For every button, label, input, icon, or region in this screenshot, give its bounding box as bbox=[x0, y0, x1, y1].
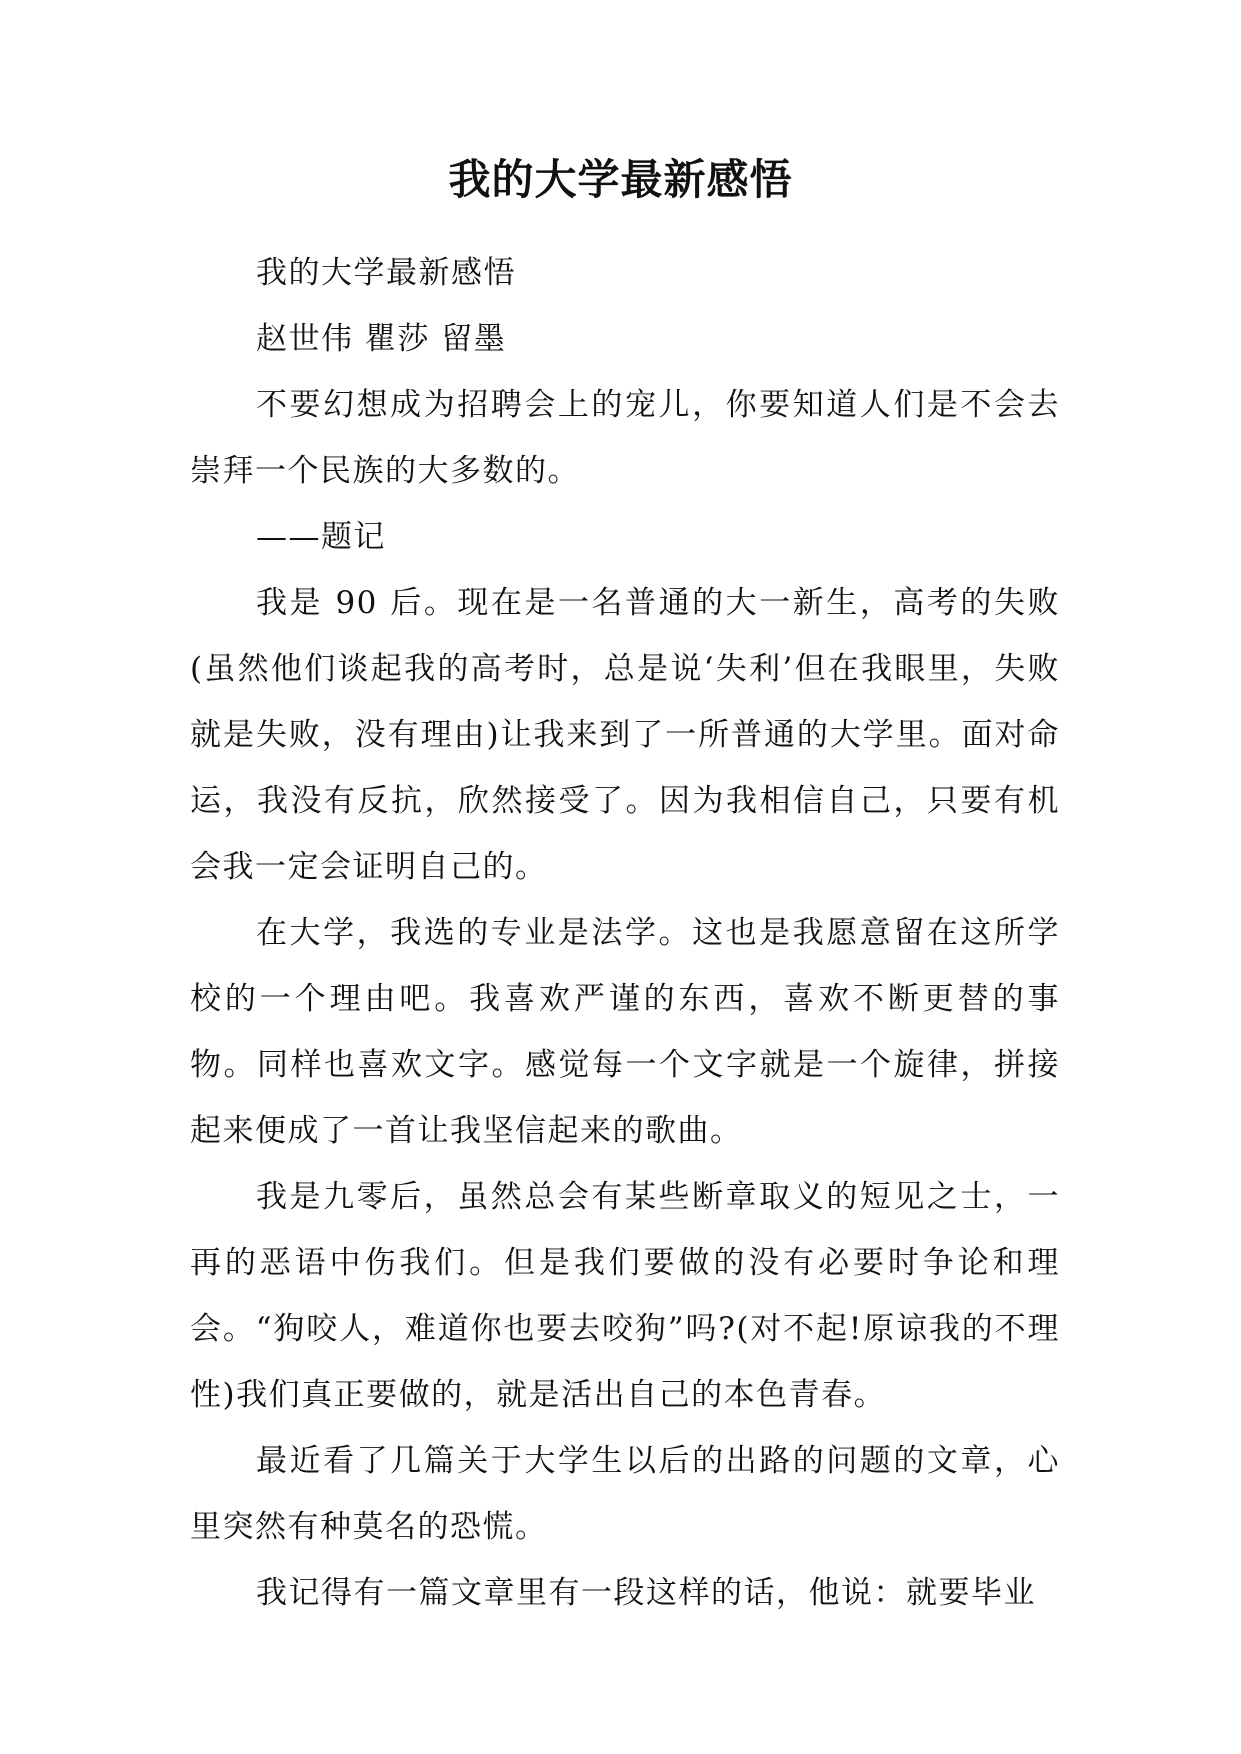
paragraph-epigraph-attribution: ——题记 bbox=[256, 519, 386, 555]
document-body bbox=[190, 240, 1060, 1626]
paragraph-epigraph: 不要幻想成为招聘会上的宠儿，你要知道人们是不会去崇拜一个民族的大多数的。 bbox=[190, 387, 1060, 489]
paragraph-authors: 赵世伟 瞿莎 留墨 bbox=[256, 321, 507, 357]
document-title: 我的大学最新感悟 bbox=[448, 155, 793, 204]
paragraph: 我是 90 后。现在是一名普通的大一新生，高考的失败(虽然他们谈起我的高考时，总是说‘失利’但在我眼里，失败就是失败，没有理由)让我来到了一所普通的大学里。面对命运，我没有反抗，欣然接受了。因为我相信自己，只要有机会我一定会证明自己的。 bbox=[190, 585, 1060, 885]
paragraph: 我记得有一篇文章里有一段这样的话，他说：就要毕业 bbox=[256, 1575, 1036, 1611]
paragraph-subtitle: 我的大学最新感悟 bbox=[256, 255, 516, 291]
paragraph: 我是九零后，虽然总会有某些断章取义的短见之士，一再的恶语中伤我们。但是我们要做的没有必要时争论和理会。“狗咬人，难道你也要去咬狗”吗?(对不起!原谅我的不理性)我们真正要做的，就是活出自己的本色青春。 bbox=[190, 1179, 1060, 1413]
paragraph: 最近看了几篇关于大学生以后的出路的问题的文章，心里突然有种莫名的恐慌。 bbox=[190, 1443, 1060, 1545]
paragraph: 在大学，我选的专业是法学。这也是我愿意留在这所学校的一个理由吧。我喜欢严谨的东西，喜欢不断更替的事物。同样也喜欢文字。感觉每一个文字就是一个旋律，拼接起来便成了一首让我坚信起来的歌曲。 bbox=[190, 915, 1060, 1149]
